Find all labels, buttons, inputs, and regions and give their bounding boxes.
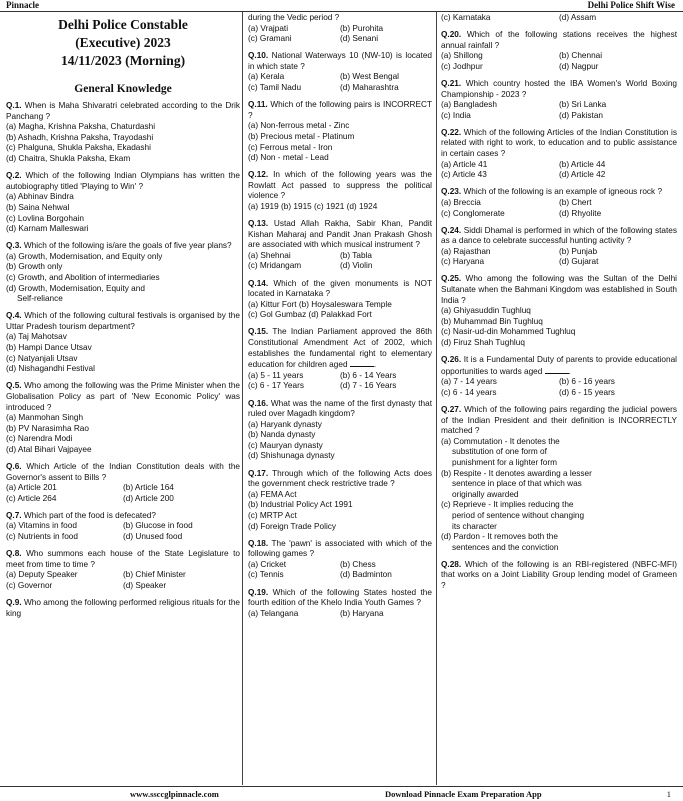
question-number: Q.24.	[441, 225, 462, 235]
question-stem: What was the name of the first dynasty that ruled over Magadh kingdom?	[248, 398, 433, 419]
question-number: Q.11.	[248, 100, 268, 110]
question-number: Q.8.	[6, 549, 22, 559]
answer-option: (c) Gramani	[248, 34, 292, 44]
question-number: Q.6.	[6, 462, 22, 471]
question-block	[441, 405, 677, 553]
answer-option: (d) Shishunaga dynasty	[248, 451, 335, 461]
answer-option: (d) Pakistan	[559, 110, 604, 120]
answer-option: (a) Commutation - It denotes the	[441, 436, 560, 446]
answer-option: (a) Breccia	[441, 197, 481, 207]
question-text	[441, 128, 677, 160]
answer-option: (c) Growth, and Abolition of intermediaries	[6, 273, 160, 282]
answer-option: (c) Karnataka	[441, 13, 491, 22]
question-text	[248, 219, 432, 251]
question-block	[441, 355, 677, 398]
answer-option: (b) Growth only	[6, 262, 63, 272]
answer-option: (a) Manmohan Singh	[6, 413, 84, 423]
answer-option: its character	[452, 521, 497, 531]
question-stem: Which of the following cultural festivals is organised by the Uttar Pradesh tourism department?	[6, 311, 240, 331]
answer-option: (b) Chief Minister	[123, 570, 186, 580]
question-block	[6, 311, 240, 375]
footer-app-promo[interactable]: Download Pinnacle Exam Preparation App	[385, 789, 542, 799]
answer-option: (a) FEMA Act	[248, 489, 297, 499]
answer-option: (c) Mauryan dynasty	[248, 440, 323, 450]
answer-option-row	[248, 371, 432, 382]
answer-option-row	[441, 209, 677, 220]
answer-option: (a) Shillong	[441, 51, 483, 61]
answer-option-row	[6, 483, 240, 494]
answer-option: (a) Telangana	[248, 608, 299, 618]
question-block	[441, 187, 677, 219]
question-text	[6, 241, 240, 252]
answer-option: (d) Unused food	[123, 532, 183, 542]
question-block	[441, 79, 677, 121]
question-stem: Siddi Dhamal is performed in which of the following states as a dance to celebrate successful hunting activity ?	[441, 225, 678, 246]
answer-option: (c) 6 - 17 Years	[248, 381, 304, 391]
question-block	[6, 511, 240, 543]
question-stem: The 'pawn' is associated with which of the following games ?	[248, 538, 432, 559]
answer-option-row	[248, 609, 432, 620]
answer-option: (d) Growth, Modernisation, Equity and	[6, 283, 145, 293]
answer-option: (b) Purohita	[340, 23, 384, 33]
answer-option: (b) 6 - 16 years	[559, 377, 615, 387]
question-stem: Who among the following was the Prime Minister when the Globalisation Policy as part of 'New Economic Policy' was introduced ?	[6, 381, 240, 412]
answer-option: (d) Atal Bihari Vajpayee	[6, 444, 92, 454]
answer-option: sentences and the conviction	[452, 542, 559, 552]
question-text: Q.26. It is a Fundamental Duty of parents to provide educational opportunities to wards aged .	[441, 355, 678, 376]
question-number: Q.25.	[441, 274, 462, 284]
answer-option: (d) Foreign Trade Policy	[248, 521, 337, 531]
answer-option-row	[6, 494, 240, 505]
answer-option-row	[441, 377, 677, 388]
footer-website[interactable]: www.ssccglpinnacle.com	[130, 789, 219, 799]
question-block	[248, 539, 432, 581]
answer-option: (b) West Bengal	[340, 72, 399, 82]
question-stem: Which of the following States hosted the fourth edition of the Khelo India Youth Games ?	[248, 587, 432, 608]
question-stem: Which of the following is an RBI-registered (NBFC-MFI) that works on a Joint Liability Group lending model of Grameen ?	[441, 559, 677, 590]
answer-option-row	[441, 111, 677, 122]
answer-option-row	[248, 570, 432, 581]
question-stem: Which country hosted the IBA Women's World Boxing Championship - 2023 ?	[441, 78, 678, 99]
answer-option: (d) Badminton	[340, 570, 392, 580]
question-list	[6, 101, 240, 619]
question-block	[248, 51, 432, 93]
column-divider	[436, 12, 437, 785]
question-text	[441, 274, 677, 306]
answer-option: (c) Gol Gumbaz (d) Palakkad Fort	[248, 310, 372, 320]
answer-option-row	[441, 51, 677, 62]
answer-option: (a) Kittur Fort (b) Hoysaleswara Temple	[248, 299, 392, 309]
answer-option: (a) Article 201	[6, 483, 57, 493]
answer-option: (b) Tabla	[340, 250, 372, 260]
answer-option: (a) Non-ferrous metal - Zinc	[248, 121, 350, 131]
question-block	[441, 128, 677, 181]
answer-option: (d) Gujarat	[559, 257, 599, 267]
answer-option: (c) India	[441, 110, 471, 120]
question-block	[248, 170, 432, 212]
question-stem: Who among the following performed religious rituals for the king	[6, 598, 240, 618]
answer-option: originally awarded	[452, 489, 519, 499]
question-number: Q.26.	[441, 355, 462, 365]
question-number: Q.14.	[248, 278, 269, 288]
question-block	[6, 462, 240, 504]
question-text	[441, 226, 677, 247]
answer-option: (d) Nishagandhi Festival	[6, 364, 95, 374]
answer-option: substitution of one form of	[452, 447, 547, 457]
question-text	[248, 539, 432, 560]
answer-option: (c) Lovlina Borgohain	[6, 213, 84, 223]
question-text	[6, 171, 240, 192]
answer-option: (d) Rhyolite	[559, 208, 602, 218]
question-stem: Which of the following Indian Olympians has written the autobiography titled 'Playing to Win' ?	[6, 171, 240, 191]
paper-title: Delhi Police Constable (Executive) 2023 14/11/2023 (Morning)	[58, 17, 188, 68]
question-number: Q.9.	[6, 598, 22, 608]
question-number: Q.22.	[441, 127, 462, 137]
column-2	[248, 13, 432, 619]
question-block	[248, 399, 432, 463]
answer-option-row	[248, 560, 432, 571]
answer-option-row	[441, 388, 677, 399]
answer-option: (b) Sri Lanka	[559, 100, 607, 110]
page-footer	[0, 786, 683, 801]
answer-option: (b) Industrial Policy Act 1991	[248, 500, 353, 510]
question-block	[248, 219, 432, 272]
answer-option: (a) Ghiyasuddin Tughluq	[441, 306, 531, 316]
question-number: Q.4.	[6, 311, 22, 321]
question-text	[248, 100, 432, 121]
answer-option: (a) 1919 (b) 1915 (c) 1921 (d) 1924	[248, 202, 378, 211]
answer-option: (d) Pardon - It removes both the	[441, 532, 558, 542]
answer-option: (d) Article 42	[559, 170, 606, 180]
question-text	[441, 187, 677, 198]
question-number: Q.13.	[248, 219, 269, 229]
answer-option: punishment for a lighter form	[452, 457, 558, 467]
question-block	[6, 598, 240, 619]
answer-option-row	[441, 247, 677, 258]
question-stem: Through which of the following Acts does the government check restrictive trade ?	[248, 468, 432, 489]
question-text	[6, 598, 240, 619]
question-stem: during the Vedic period ?	[248, 13, 340, 22]
question-number: Q.17.	[248, 468, 269, 478]
question-number: Q.12.	[248, 170, 269, 180]
question-number: Q.5.	[6, 381, 22, 391]
answer-option: (d) Chaitra, Shukla Paksha, Ekam	[6, 154, 131, 164]
answer-option: (c) Tennis	[248, 570, 284, 580]
question-text	[6, 381, 240, 413]
question-block	[441, 560, 677, 592]
answer-option-row	[441, 198, 677, 209]
question-block	[248, 327, 432, 392]
question-text	[6, 549, 240, 570]
question-number: Q.15.	[248, 327, 269, 337]
question-stem: Which of the following pairs regarding the judicial powers of the Indian President and their definition is INCORRECTLY matched ?	[441, 405, 677, 436]
question-text	[6, 101, 240, 122]
answer-option: (b) Chert	[559, 197, 592, 207]
answer-option: (b) PV Narasimha Rao	[6, 423, 89, 433]
question-stem: Who among the following was the Sultan of the Delhi Sultanate when the Bahmani Kingdom was established in South India ?	[441, 274, 677, 305]
question-text	[248, 170, 432, 202]
column-1	[6, 13, 240, 619]
answer-option: period of sentence without changing	[452, 510, 585, 520]
answer-option: (a) Abhinav Bindra	[6, 192, 74, 202]
answer-option: (a) Vrajpati	[248, 23, 289, 33]
question-stem: Which Article of the Indian Constitution deals with the Governor's assent to Bills ?	[6, 462, 241, 482]
answer-option: (a) 5 - 11 years	[248, 370, 304, 380]
answer-option: (b) Respite - It denotes awarding a lesser	[441, 468, 592, 478]
answer-option: (d) Non - metal - Lead	[248, 153, 329, 163]
answer-option-row	[6, 570, 240, 581]
question-block	[6, 171, 240, 235]
answer-option: (c) Haryana	[441, 257, 485, 267]
question-text	[441, 560, 677, 592]
answer-option: (b) Ashadh, Krishna Paksha, Trayodashi	[6, 132, 154, 142]
answer-option: (b) Haryana	[340, 608, 384, 618]
question-text	[441, 79, 677, 100]
question-block	[441, 30, 677, 72]
answer-option: (a) Magha, Krishna Paksha, Chaturdashi	[6, 122, 156, 132]
question-list	[248, 13, 432, 619]
page-header	[0, 0, 683, 12]
answer-option: (d) Speaker	[123, 580, 167, 590]
question-block	[441, 13, 677, 24]
question-number: Q.20.	[441, 30, 462, 40]
answer-option: sentence in place of that which was	[452, 479, 582, 489]
column-3	[441, 13, 677, 592]
question-number: Q.18.	[248, 538, 269, 548]
answer-option-row	[441, 100, 677, 111]
answer-option: (a) Kerala	[248, 72, 285, 82]
question-block	[6, 549, 240, 591]
question-text	[6, 311, 240, 332]
question-block	[6, 241, 240, 305]
answer-option: (b) Article 164	[123, 483, 174, 493]
question-number: Q.21.	[441, 78, 462, 88]
answer-option: (a) Rajasthan	[441, 246, 491, 256]
question-number: Q.27.	[441, 405, 462, 414]
question-stem: Which of the given monuments is NOT located in Karnataka ?	[248, 278, 432, 299]
answer-option: (c) Nutrients in food	[6, 532, 78, 542]
answer-option-row	[6, 532, 240, 543]
question-stem: Which of the following Articles of the Indian Constitution is related with right to work, to education and to public assistance in certain cases ?	[441, 127, 677, 159]
answer-option: (c) Governor	[6, 580, 53, 590]
answer-option-row	[441, 62, 677, 73]
answer-option: (d) 6 - 15 years	[559, 387, 615, 397]
question-stem: Which of the following stations receives the highest annual rainfall ?	[441, 30, 677, 50]
header-publisher: Pinnacle	[6, 0, 39, 10]
fill-in-blank	[350, 359, 374, 367]
answer-option-row	[441, 13, 677, 24]
question-block	[441, 226, 677, 268]
question-number: Q.19.	[248, 587, 269, 597]
question-stem: Which of the following pairs is INCORRECT ?	[248, 100, 432, 120]
question-number: Q.2.	[6, 171, 22, 181]
question-block	[248, 588, 432, 620]
answer-option: (a) Haryank dynasty	[248, 419, 322, 429]
answer-option: (c) Reprieve - It implies reducing the	[441, 500, 574, 510]
answer-option: (b) Nanda dynasty	[248, 430, 316, 440]
question-block	[441, 274, 677, 348]
question-text	[6, 462, 240, 483]
answer-option-row	[248, 261, 432, 272]
answer-option: (a) Growth, Modernisation, and Equity only	[6, 251, 163, 261]
answer-option: (c) 6 - 14 years	[441, 387, 497, 397]
question-number: Q.16.	[248, 398, 269, 408]
answer-option: (c) Nasir-ud-din Mohammed Tughluq	[441, 327, 576, 337]
column-divider	[242, 12, 243, 785]
answer-option-row	[6, 581, 240, 592]
answer-option-row	[248, 34, 432, 45]
answer-option: (d) Violin	[340, 261, 373, 271]
answer-option: (a) Shehnai	[248, 250, 291, 260]
answer-option: (c) Tamil Nadu	[248, 83, 302, 93]
answer-option: (d) Maharashtra	[340, 83, 399, 93]
answer-option: (d) Assam	[559, 13, 597, 22]
answer-option: (c) Conglomerate	[441, 208, 505, 218]
answer-option: (c) Jodhpur	[441, 61, 483, 71]
answer-option-row	[441, 257, 677, 268]
question-stem: In which of the following years was the Rowlatt Act passed to suppress the political violence ?	[248, 170, 432, 201]
question-text	[248, 588, 432, 609]
question-block	[6, 381, 240, 455]
question-list	[441, 13, 677, 592]
answer-option: (b) Hampi Dance Utsav	[6, 343, 92, 353]
answer-option: (d) Nagpur	[559, 61, 599, 71]
question-block	[248, 13, 432, 45]
answer-option: Self-reliance	[17, 294, 63, 304]
answer-option: (a) Article 41	[441, 159, 488, 169]
answer-option: (c) MRTP Act	[248, 510, 297, 520]
answer-option: (c) Natyanjali Utsav	[6, 353, 78, 363]
answer-option: (a) 7 - 14 years	[441, 377, 497, 387]
answer-option-row	[248, 24, 432, 35]
question-block	[248, 100, 432, 164]
answer-option: (d) Firuz Shah Tughluq	[441, 338, 525, 348]
question-text	[248, 279, 432, 300]
answer-option: (b) Saina Nehwal	[6, 202, 70, 212]
answer-option: (b) Muhammad Bin Tughluq	[441, 316, 543, 326]
answer-option-row	[248, 251, 432, 262]
answer-option: (c) Narendra Modi	[6, 434, 73, 444]
question-number: Q.1.	[6, 101, 22, 111]
question-stem: Which of the following is/are the goals of five year plans?	[23, 241, 232, 251]
answer-option: (a) Deputy Speaker	[6, 570, 78, 580]
answer-option-row	[441, 160, 677, 171]
question-number: Q.7.	[6, 510, 22, 520]
answer-option-row	[441, 170, 677, 181]
answer-option: (b) 6 - 14 Years	[340, 370, 397, 380]
question-text	[248, 13, 432, 24]
answer-option: (b) Chess	[340, 559, 376, 569]
answer-option: (b) Precious metal - Platinum	[248, 131, 355, 141]
question-number: Q.23.	[441, 187, 462, 197]
fill-in-blank	[545, 366, 569, 374]
answer-option: (b) Chennai	[559, 51, 603, 61]
answer-option-row	[248, 72, 432, 83]
answer-option: (c) Article 43	[441, 170, 487, 180]
question-text	[248, 399, 432, 420]
question-block	[248, 279, 432, 321]
answer-option: (b) Article 44	[559, 159, 606, 169]
answer-option: (d) Karnam Malleswari	[6, 224, 89, 234]
question-text: Q.15. The Indian Parliament approved the 86th Constitutional Amendment Act of 2002, which establishes the fundamental right to elementary education for children aged .	[248, 327, 432, 370]
answer-option: (a) Cricket	[248, 559, 287, 569]
answer-option: (d) Senani	[340, 34, 379, 44]
question-number: Q.10.	[248, 51, 269, 61]
question-text	[441, 30, 677, 51]
question-text	[248, 51, 432, 72]
question-block	[6, 101, 240, 165]
question-number: Q.28.	[441, 559, 462, 569]
answer-option: (c) Ferrous metal - Iron	[248, 142, 333, 152]
answer-option: (a) Taj Mahotsav	[6, 332, 67, 342]
answer-option: (d) Article 200	[123, 493, 174, 503]
question-stem: Which of the following is an example of igneous rock ?	[463, 187, 663, 197]
answer-option-row	[248, 381, 432, 392]
answer-option: (c) Phalguna, Shukla Paksha, Ekadashi	[6, 143, 151, 153]
section-heading: General Knowledge	[74, 83, 172, 95]
answer-option: (c) Article 264	[6, 493, 57, 503]
question-stem: The Indian Parliament approved the 86th Constitutional Amendment Act of 2002, which establishes the fundamental right to elementary education for children aged	[248, 327, 432, 370]
answer-option: (a) Bangladesh	[441, 100, 497, 110]
question-stem: When is Maha Shivaratri celebrated according to the Drik Panchang ?	[6, 101, 240, 121]
question-number: Q.3.	[6, 241, 22, 251]
question-text	[248, 469, 432, 490]
answer-option-row	[248, 83, 432, 94]
question-text	[441, 405, 677, 437]
question-text	[6, 511, 240, 522]
question-stem: Which part of the food is defecated?	[23, 510, 156, 520]
question-stem: Ustad Allah Rakha, Sabir Khan, Pandit Kishan Maharaj and Pandit Jnan Prakash Ghosh are associated with which musical instrument ?	[248, 219, 432, 250]
answer-option: (b) Glucose in food	[123, 521, 193, 531]
question-stem: Who summons each house of the State Legislature to meet from time to time ?	[6, 549, 240, 569]
answer-option: (d) 7 - 16 Years	[340, 381, 397, 391]
question-block	[248, 469, 432, 533]
question-stem: National Waterways 10 (NW-10) is located in which state ?	[248, 51, 432, 71]
page-number: 1	[666, 789, 671, 799]
answer-option-row	[6, 521, 240, 532]
question-stem: It is a Fundamental Duty of parents to provide educational opportunities to wards aged	[441, 355, 678, 376]
header-series: Delhi Police Shift Wise	[587, 0, 675, 10]
answer-option: (c) Mridangam	[248, 261, 302, 271]
answer-option: (b) Punjab	[559, 246, 598, 256]
answer-option: (a) Vitamins in food	[6, 521, 77, 531]
